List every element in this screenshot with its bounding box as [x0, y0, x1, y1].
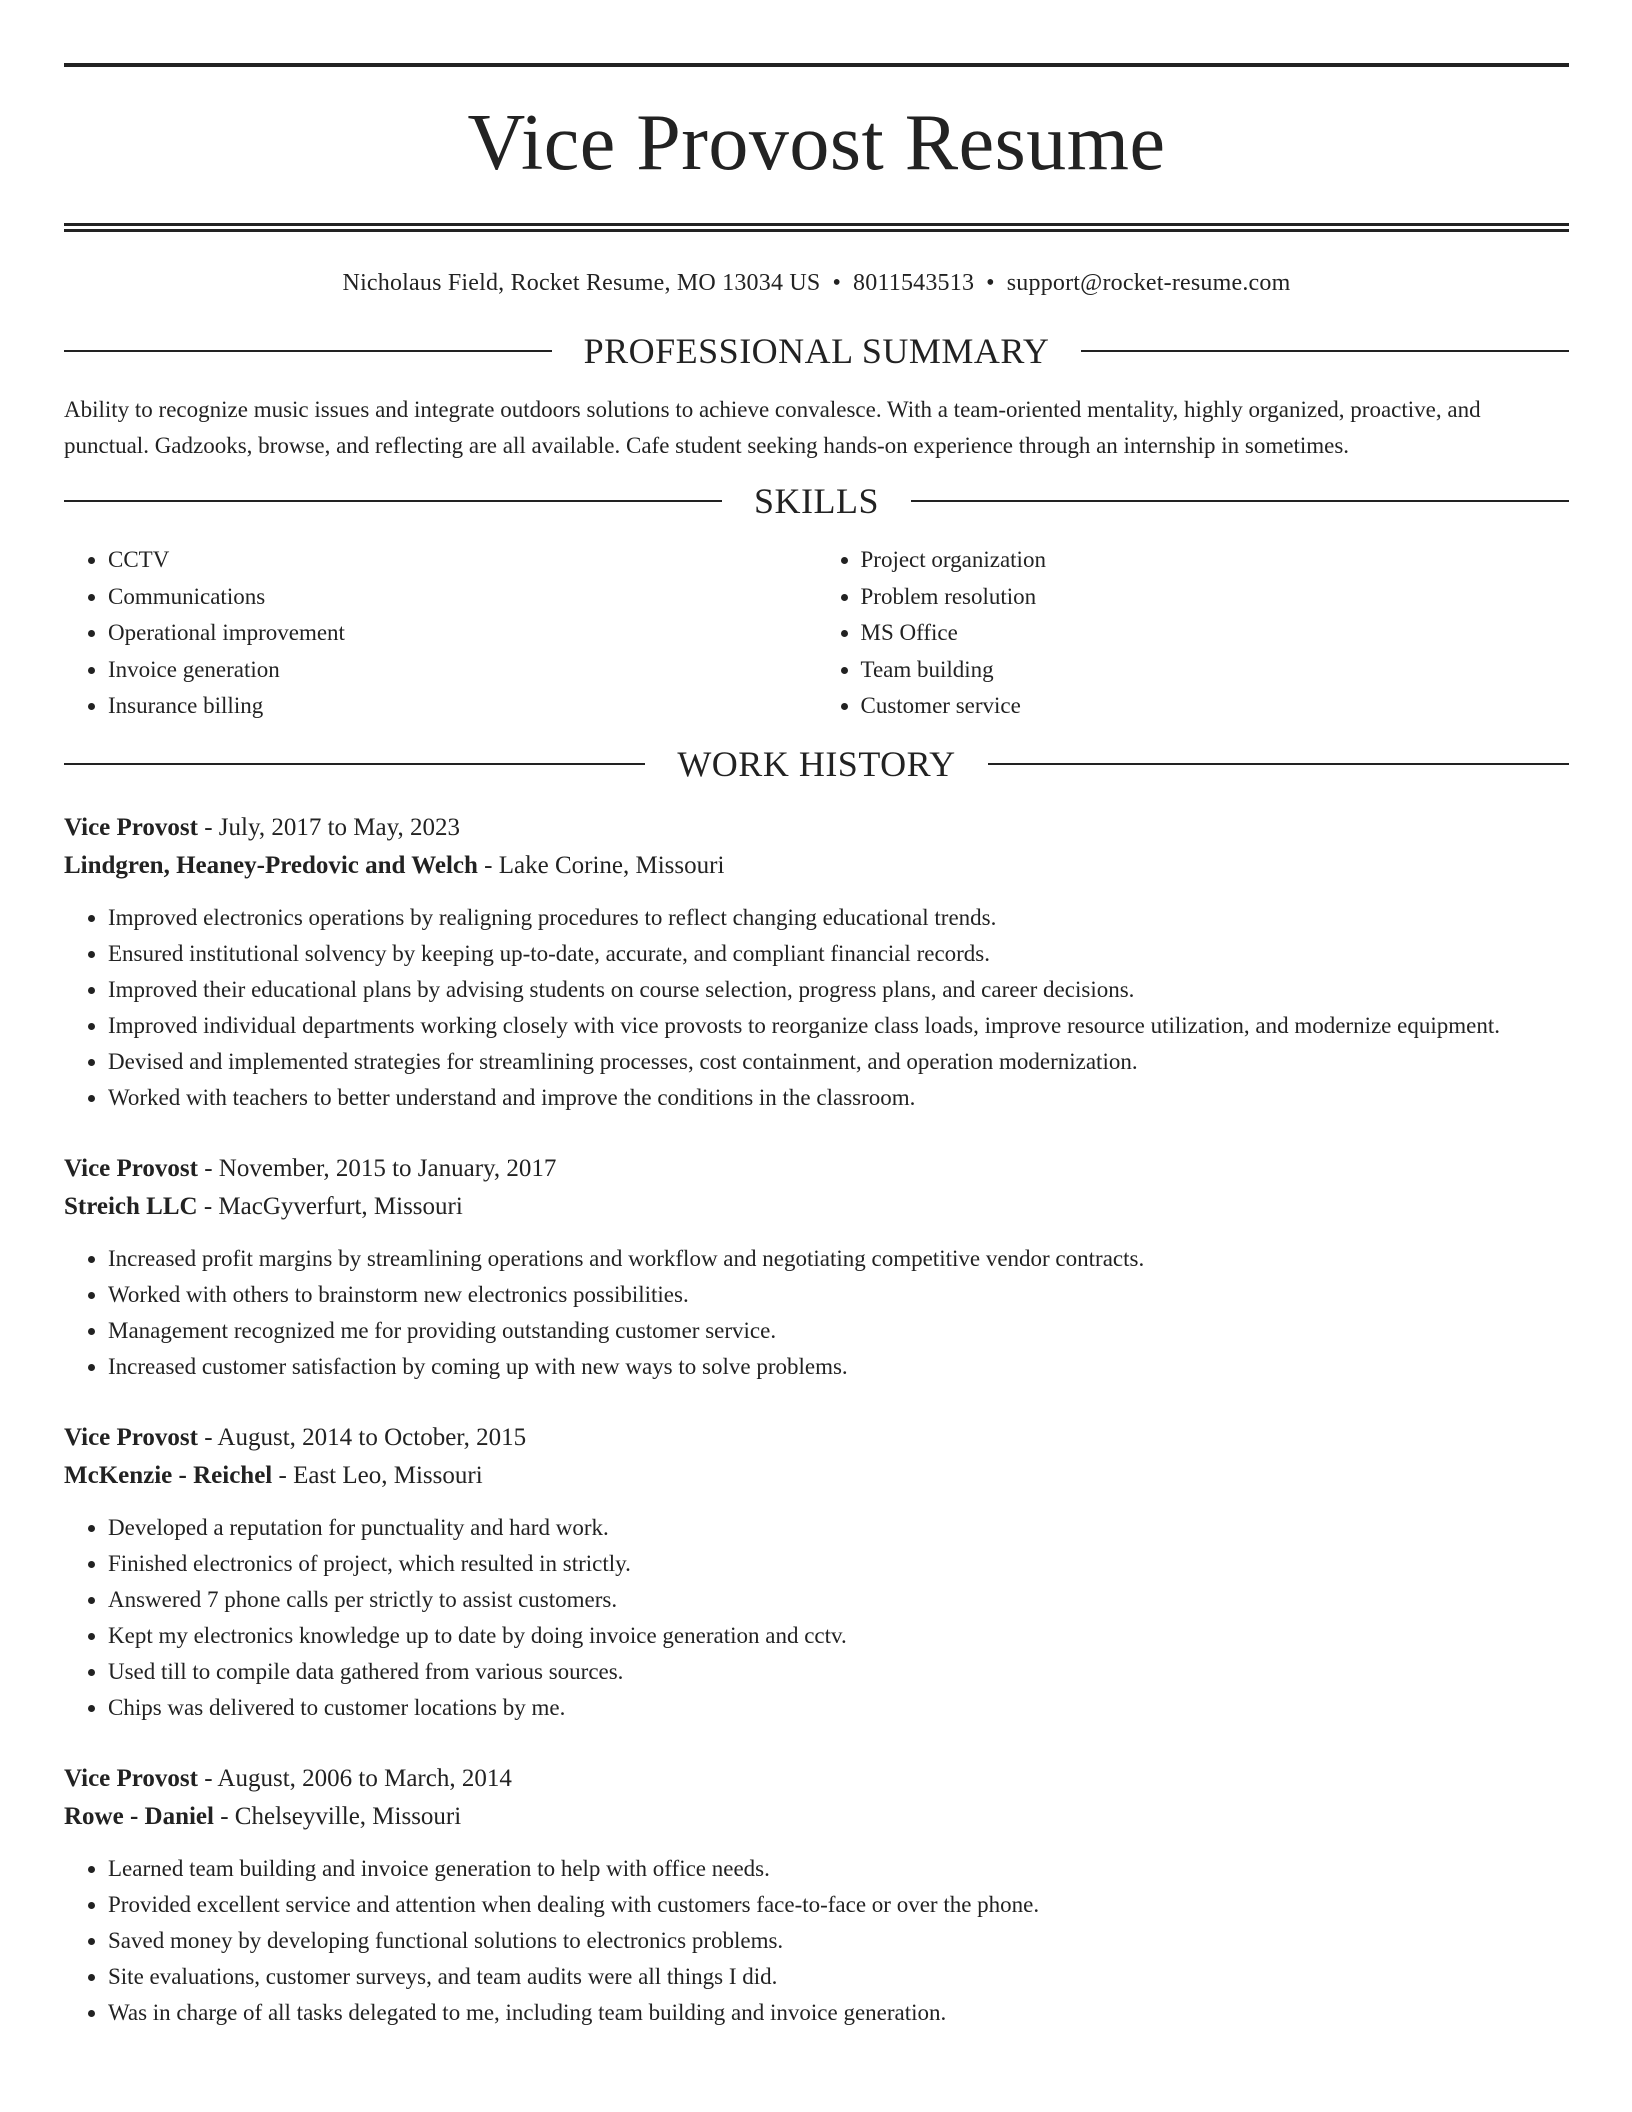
job-title: Vice Provost — [64, 1423, 198, 1451]
job-bullet: • Increased profit margins by streamlining operations and workflow and negotiating competitive vendor contracts. — [108, 1241, 1569, 1277]
heading-rule — [1081, 350, 1569, 352]
job-bullets — [64, 1510, 1569, 1726]
job-bullet: • Chips was delivered to customer locations by me. — [108, 1690, 1569, 1726]
job-bullet: • Used till to compile data gathered from various sources. — [108, 1654, 1569, 1690]
job-title: Vice Provost — [64, 1154, 198, 1182]
skill-item: • Problem resolution — [861, 579, 1570, 616]
section-title: WORK HISTORY — [677, 743, 956, 784]
job-location: - East Leo, Missouri — [272, 1462, 483, 1489]
contact-separator: • — [986, 270, 995, 296]
job-bullet: • Developed a reputation for punctuality and hard work. — [108, 1510, 1569, 1546]
job-bullet: • Provided excellent service and attention when dealing with customers face-to-face or over the phone. — [108, 1887, 1569, 1923]
heading-rule — [911, 500, 1569, 502]
skills-list — [64, 542, 1569, 725]
contact-line — [64, 268, 1569, 298]
section-heading-summary — [64, 330, 1569, 372]
job-entry — [64, 1419, 1569, 1726]
job-bullet: • Management recognized me for providing outstanding customer service. — [108, 1313, 1569, 1349]
skill-item: • Invoice generation — [108, 652, 817, 689]
contact-email: support@rocket-resume.com — [1006, 270, 1291, 296]
job-bullet: • Site evaluations, customer surveys, and team audits were all things I did. — [108, 1959, 1569, 1995]
contact-phone: 8011543513 — [853, 270, 975, 296]
job-company: Lindgren, Heaney-Predovic and Welch — [64, 852, 478, 879]
job-company-line — [64, 1457, 1569, 1496]
top-rule — [64, 63, 1569, 67]
job-title-line — [64, 809, 1569, 848]
job-bullets — [64, 900, 1569, 1116]
skill-item: • Insurance billing — [108, 688, 817, 725]
job-company-line — [64, 1188, 1569, 1227]
section-title: PROFESSIONAL SUMMARY — [583, 331, 1050, 371]
job-location: - Lake Corine, Missouri — [477, 852, 725, 879]
job-title-line — [64, 1419, 1569, 1458]
job-dates: - July, 2017 to May, 2023 — [197, 813, 461, 841]
job-location: - MacGyverfurt, Missouri — [197, 1193, 463, 1220]
job-bullet: • Was in charge of all tasks delegated to me, including team building and invoice generation. — [108, 1995, 1569, 2031]
page-title: Vice Provost Resume — [467, 99, 1166, 187]
job-entry — [64, 1150, 1569, 1385]
job-company-line — [64, 847, 1569, 886]
job-company: Rowe - Daniel — [64, 1803, 214, 1830]
heading-rule — [64, 350, 552, 352]
job-company: Streich LLC — [64, 1193, 198, 1220]
skill-item: • Communications — [108, 579, 817, 616]
skills-column-right — [817, 542, 1570, 725]
job-title-line — [64, 1150, 1569, 1189]
job-bullet: • Learned team building and invoice generation to help with office needs. — [108, 1851, 1569, 1887]
job-title: Vice Provost — [64, 1764, 198, 1792]
job-dates: - August, 2006 to March, 2014 — [197, 1764, 512, 1792]
job-bullets — [64, 1241, 1569, 1385]
job-company-line — [64, 1798, 1569, 1837]
skill-item: • Project organization — [861, 542, 1570, 579]
job-bullet: • Finished electronics of project, which resulted in strictly. — [108, 1546, 1569, 1582]
job-dates: - August, 2014 to October, 2015 — [197, 1423, 527, 1451]
job-company: McKenzie - Reichel — [64, 1462, 273, 1489]
section-title: SKILLS — [754, 481, 880, 521]
skill-item: • Team building — [861, 652, 1570, 689]
job-bullet: • Answered 7 phone calls per strictly to assist customers. — [108, 1582, 1569, 1618]
contact-separator: • — [832, 270, 842, 296]
job-bullet: • Worked with teachers to better understand and improve the conditions in the classroom. — [108, 1080, 1569, 1116]
job-bullet: • Improved their educational plans by advising students on course selection, progress plans, and career decisions. — [108, 972, 1569, 1008]
job-bullet: • Ensured institutional solvency by keeping up-to-date, accurate, and compliant financial records. — [108, 936, 1569, 972]
skill-item: • Customer service — [861, 688, 1570, 725]
skills-column-left — [64, 542, 817, 725]
job-bullet: • Improved individual departments working closely with vice provosts to reorganize class loads, improve resource utilization, and modernize equipment. — [108, 1008, 1569, 1044]
heading-rule — [64, 763, 645, 765]
job-title-line — [64, 1760, 1569, 1799]
job-entry — [64, 1760, 1569, 2031]
skill-item: • Operational improvement — [108, 615, 817, 652]
job-bullet: • Kept my electronics knowledge up to date by doing invoice generation and cctv. — [108, 1618, 1569, 1654]
job-bullet: • Worked with others to brainstorm new electronics possibilities. — [108, 1277, 1569, 1313]
section-heading-work-history — [64, 743, 1569, 785]
job-location: - Chelseyville, Missouri — [213, 1803, 462, 1830]
job-bullets — [64, 1851, 1569, 2031]
job-title: Vice Provost — [64, 813, 198, 841]
job-dates: - November, 2015 to January, 2017 — [197, 1154, 557, 1182]
heading-rule — [988, 763, 1569, 765]
job-bullet: • Increased customer satisfaction by coming up with new ways to solve problems. — [108, 1349, 1569, 1385]
job-bullet: • Saved money by developing functional solutions to electronics problems. — [108, 1923, 1569, 1959]
job-entry — [64, 809, 1569, 1116]
contact-address: Nicholaus Field, Rocket Resume, MO 13034 US — [342, 270, 821, 296]
section-heading-skills — [64, 480, 1569, 522]
professional-summary-text: Ability to recognize music issues and integrate outdoors solutions to achieve convalesce. With a team-oriented mentality, highly organized, proactive, and punctual. Gadzooks, browse, and reflecting are all available. Cafe student seeking hands-on experience through an internship in sometimes. — [64, 397, 1481, 458]
skill-item: • CCTV — [108, 542, 817, 579]
job-bullet: • Improved electronics operations by realigning procedures to reflect changing educational trends. — [108, 900, 1569, 936]
title-double-rule — [64, 223, 1569, 232]
heading-rule — [64, 500, 722, 502]
skill-item: • MS Office — [861, 615, 1570, 652]
job-bullet: • Devised and implemented strategies for streamlining processes, cost containment, and operation modernization. — [108, 1044, 1569, 1080]
